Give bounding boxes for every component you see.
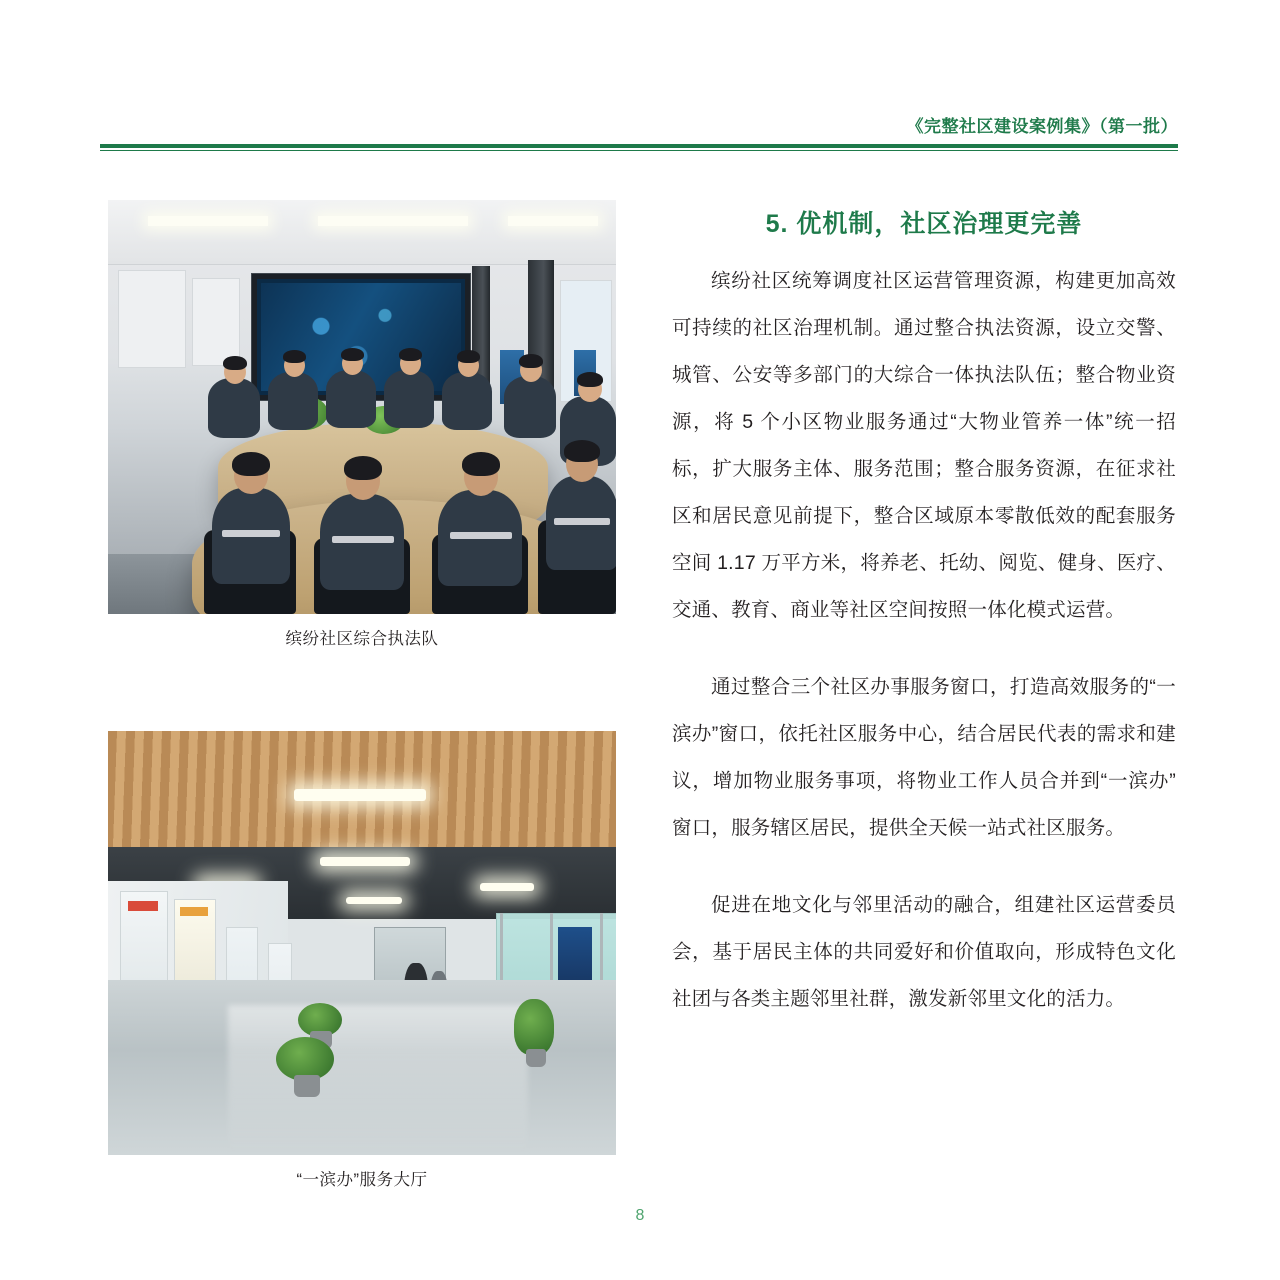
photo2-notice-header	[128, 901, 158, 911]
figure-column	[108, 200, 616, 1190]
photo1-person-hair	[344, 456, 382, 480]
photo1-person-hair	[283, 350, 306, 363]
photo1-seated-person	[268, 372, 318, 430]
photo1-person-hair	[462, 452, 500, 476]
figure-enforcement-team	[108, 200, 616, 649]
body-paragraph-2: 通过整合三个社区办事服务窗口，打造高效服务的“一滨办”窗口，依托社区服务中心，结合居民代表的需求和建议，增加物业服务事项，将物业工作人员合并到“一滨办”窗口，服务辖区居民，提供全天候一站式社区服务。	[672, 676, 1176, 839]
photo2-light-tube	[346, 897, 402, 904]
photo2-plant-pot	[294, 1075, 320, 1097]
photo2-floor-reflection	[228, 1005, 528, 1155]
photo1-person-hair	[341, 348, 364, 361]
photo2-light-tube	[480, 883, 534, 891]
photo-service-hall	[108, 731, 616, 1155]
photo2-light-tube	[294, 789, 426, 801]
photo1-person-hair	[223, 356, 247, 370]
photo1-ceiling-light	[508, 216, 598, 226]
photo1-person-hair	[457, 350, 480, 363]
photo1-uniform-stripe	[222, 530, 280, 537]
photo1-seated-person	[442, 372, 492, 430]
photo1-person-hair	[577, 372, 603, 387]
photo1-uniform-stripe	[554, 518, 610, 525]
figure-service-hall	[108, 731, 616, 1190]
photo1-wall-panel	[192, 278, 240, 366]
photo1-ceiling-light	[148, 216, 268, 226]
photo1-seated-person	[384, 370, 434, 428]
photo1-ceiling	[108, 200, 616, 265]
photo1-ceiling-light	[318, 216, 468, 226]
page-header	[100, 118, 1178, 151]
body-paragraph-3: 促进在地文化与邻里活动的融合，组建社区运营委员会，基于居民主体的共同爱好和价值取向，形成特色文化社团与各类主题邻里社群，激发新邻里文化的活力。	[672, 894, 1176, 1010]
photo1-seated-person	[208, 378, 260, 438]
photo1-seated-person	[504, 376, 556, 438]
section-title: 5. 优机制，社区治理更完善	[765, 210, 1083, 238]
photo1-uniform-stripe	[332, 536, 394, 543]
photo2-notice-header	[180, 907, 208, 916]
photo2-potted-plant	[514, 999, 554, 1055]
photo1-person-hair	[564, 440, 600, 462]
photo1-person-hair	[519, 354, 543, 368]
photo-enforcement-team	[108, 200, 616, 614]
figure-caption: “一滨办”服务大厅	[296, 1171, 428, 1189]
photo2-plant-pot	[526, 1049, 546, 1067]
photo1-seated-person	[326, 370, 376, 428]
figure-caption: 缤纷社区综合执法队	[285, 630, 439, 648]
header-rule-thick	[100, 144, 1178, 148]
header-title: 《完整社区建设案例集》（第一批）	[906, 117, 1178, 136]
page-number: 8	[635, 1207, 645, 1224]
article-column	[672, 204, 1176, 1023]
body-paragraph-1: 缤纷社区统筹调度社区运营管理资源，构建更加高效可持续的社区治理机制。通过整合执法资源，设立交警、城管、公安等多部门的大综合一体执法队伍；整合物业资源，将 5 个小区物业服务通过“大物业管养一体”统一招标，扩大服务主体、服务范围；整合服务资源，在征求社区和居民意见前提下，整合区域原本零散低效的配套服务空间 1.17 万平方米，将养老、托幼、阅览、健身、医疗、交通、教育、商业等社区空间按照一体化模式运营。	[672, 270, 1176, 621]
header-rule-thin	[100, 150, 1178, 151]
photo1-person-hair	[399, 348, 422, 361]
photo1-person-hair	[232, 452, 270, 476]
photo1-wall-panel	[118, 270, 186, 368]
photo1-uniform-stripe	[450, 532, 512, 539]
photo2-light-tube	[320, 857, 410, 866]
